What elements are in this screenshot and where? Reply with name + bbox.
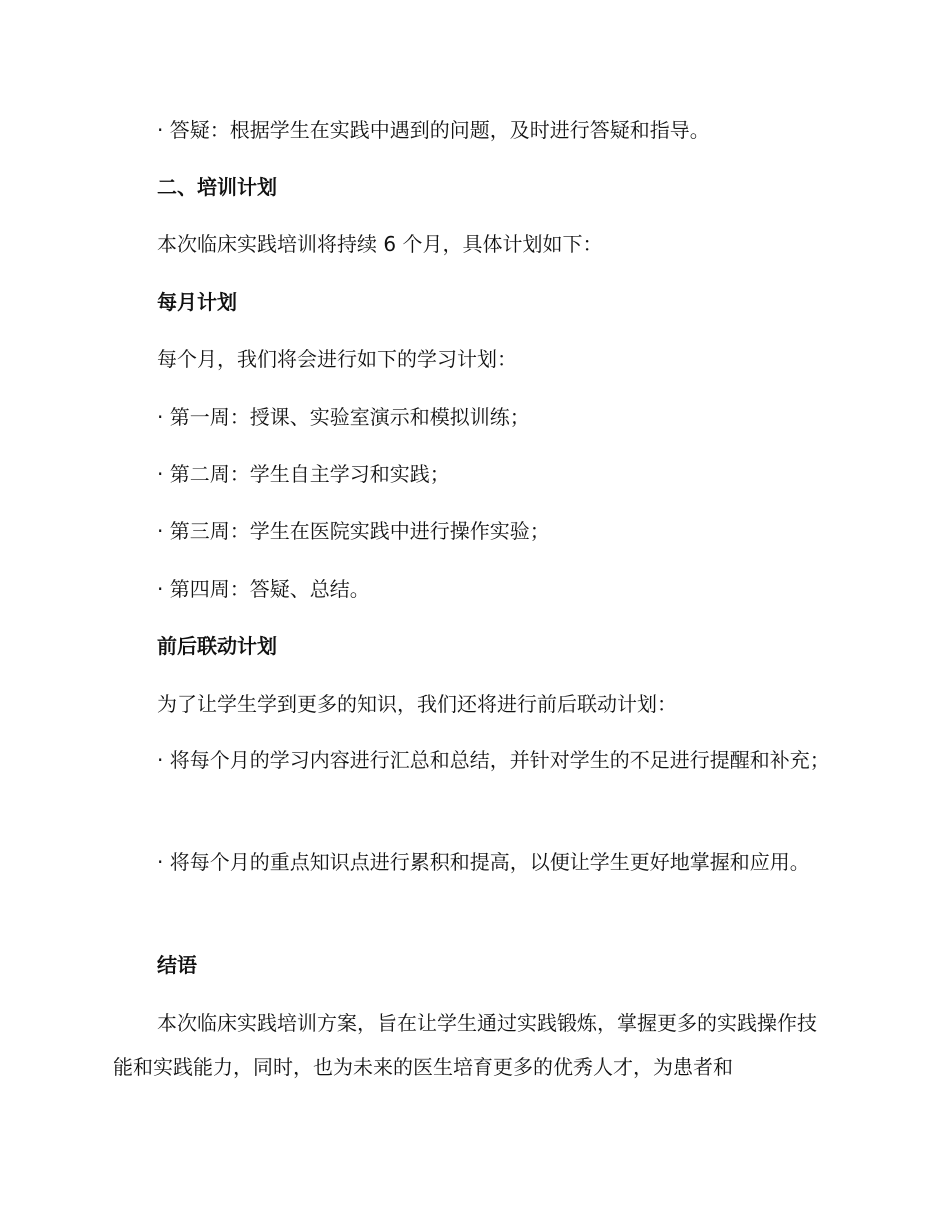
bullet-accumulate-knowledge: · 将每个月的重点知识点进行累积和提高，以便让学生更好地掌握和应用。: [157, 850, 810, 874]
subheading-linked-plan: 前后联动计划: [157, 634, 277, 658]
bullet-week-three: · 第三周：学生在医院实践中进行操作实验；: [157, 519, 550, 543]
paragraph-plan-intro: 本次临床实践培训将持续 6 个月，具体计划如下：: [157, 232, 603, 256]
paragraph-monthly-intro: 每个月，我们将会进行如下的学习计划：: [157, 347, 517, 371]
bullet-week-two: · 第二周：学生自主学习和实践；: [157, 462, 450, 486]
paragraph-linked-intro: 为了让学生学到更多的知识，我们还将进行前后联动计划：: [157, 692, 677, 716]
bullet-answer-questions: · 答疑：根据学生在实践中遇到的问题，及时进行答疑和指导。: [157, 118, 710, 142]
bullet-summarize-content: · 将每个月的学习内容进行汇总和总结，并针对学生的不足进行提醒和补充；: [157, 748, 830, 772]
paragraph-conclusion: 本次临床实践培训方案，旨在让学生通过实践锻炼，掌握更多的实践操作技能和实践能力，同时，也为未来的医生培育更多的优秀人才，为患者和: [113, 1011, 817, 1079]
section-heading-training-plan: 二、培训计划: [157, 175, 277, 199]
subheading-conclusion: 结语: [157, 953, 197, 977]
bullet-week-one: · 第一周：授课、实验室演示和模拟训练；: [157, 405, 530, 429]
bullet-week-four: · 第四周：答疑、总结。: [157, 577, 370, 601]
subheading-monthly-plan: 每月计划: [157, 290, 237, 314]
